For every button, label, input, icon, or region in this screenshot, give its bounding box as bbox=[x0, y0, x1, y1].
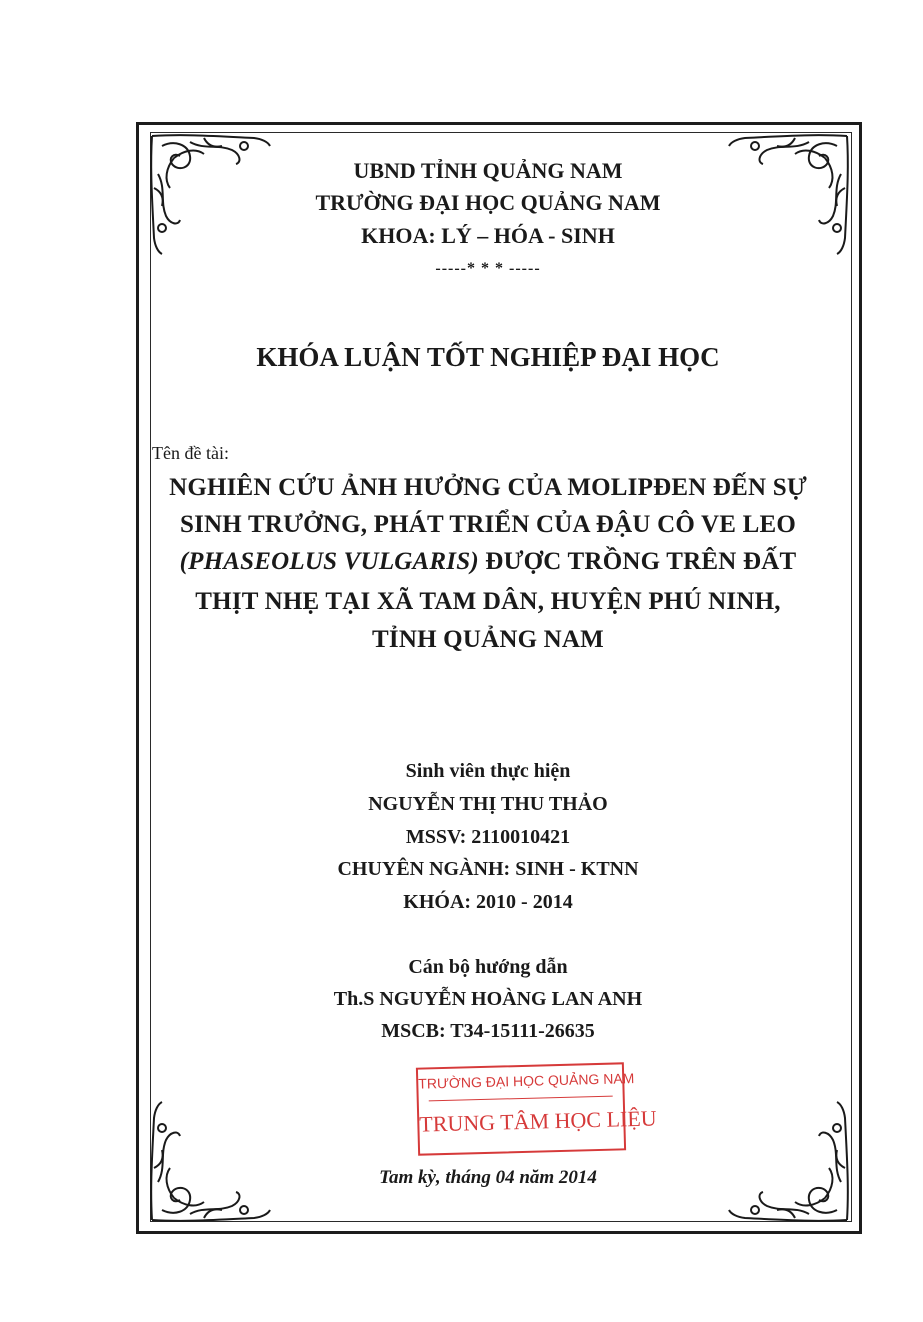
advisor-heading: Cán bộ hướng dẫn bbox=[408, 956, 568, 978]
topic-line-4: THỊT NHẸ TẠI XÃ TAM DÂN, HUYỆN PHÚ NINH, bbox=[195, 588, 781, 615]
place-date: Tam kỳ, tháng 04 năm 2014 bbox=[379, 1167, 597, 1188]
student-id: MSSV: 2110010421 bbox=[405, 826, 571, 848]
student-heading: Sinh viên thực hiện bbox=[405, 760, 571, 782]
topic-line-3 bbox=[150, 548, 826, 576]
student-name: NGUYỄN THỊ THU THẢO bbox=[368, 793, 608, 815]
stamp-center-text: TRUNG TÂM HỌC LIỆU bbox=[419, 1105, 657, 1137]
page-border-inner bbox=[150, 132, 852, 1222]
topic-line-5: TỈNH QUẢNG NAM bbox=[372, 626, 604, 653]
stamp-divider bbox=[429, 1096, 613, 1102]
thesis-type-title: KHÓA LUẬN TỐT NGHIỆP ĐẠI HỌC bbox=[256, 342, 720, 372]
header-line-faculty: KHOA: LÝ – HÓA - SINH bbox=[361, 223, 615, 248]
corner-ornament-bottom-left bbox=[144, 1098, 274, 1228]
advisor-name: Th.S NGUYỄN HOÀNG LAN ANH bbox=[333, 988, 643, 1010]
topic-scientific-name: (PHASEOLUS VULGARIS) bbox=[179, 548, 479, 575]
header-line-province: UBND TỈNH QUẢNG NAM bbox=[353, 158, 623, 183]
topic-label: Tên đề tài: bbox=[152, 443, 229, 463]
topic-line-2: SINH TRƯỞNG, PHÁT TRIỂN CỦA ĐẬU CÔ VE LEO bbox=[180, 511, 796, 538]
topic-line-1: NGHIÊN CỨU ẢNH HƯỞNG CỦA MOLIPĐEN ĐẾN SỰ bbox=[169, 474, 807, 501]
stamp-university-text: TRƯỜNG ĐẠI HỌC QUẢNG NAM bbox=[418, 1070, 635, 1092]
student-course: KHÓA: 2010 - 2014 bbox=[403, 891, 573, 913]
header-line-university: TRƯỜNG ĐẠI HỌC QUẢNG NAM bbox=[315, 190, 661, 215]
library-stamp bbox=[416, 1062, 657, 1155]
student-major: CHUYÊN NGÀNH: SINH - KTNN bbox=[337, 858, 639, 880]
header-stars-divider: -----* * * ----- bbox=[435, 260, 541, 277]
topic-line-3-rest: ĐƯỢC TRỒNG TRÊN ĐẤT bbox=[478, 548, 797, 575]
advisor-id: MSCB: T34-15111-26635 bbox=[381, 1020, 595, 1042]
corner-ornament-bottom-right bbox=[725, 1098, 855, 1228]
